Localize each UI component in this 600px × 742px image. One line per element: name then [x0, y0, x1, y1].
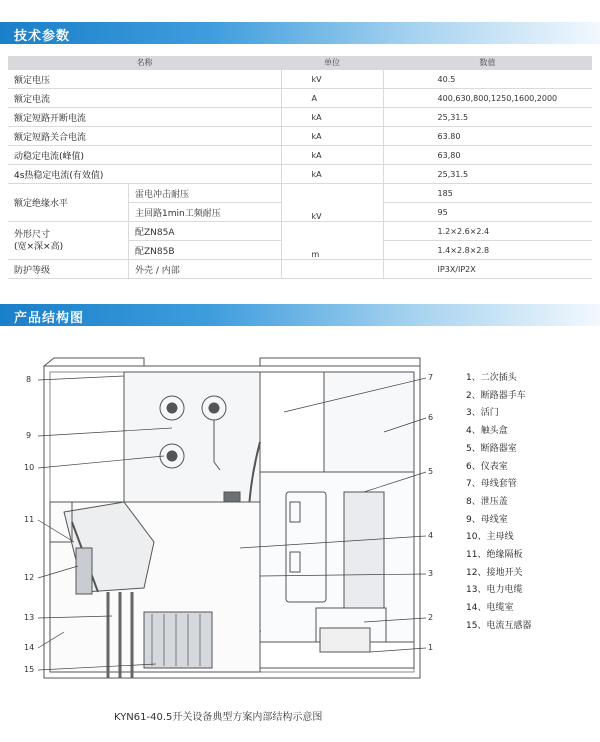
table-row [8, 165, 592, 184]
row-value: 25,31.5 [383, 165, 592, 184]
row-unit: kA [281, 108, 383, 127]
table-header-row [8, 56, 592, 70]
legend-item: 3、活门 [466, 408, 499, 419]
callout-number: 4 [428, 531, 434, 540]
callout-number: 5 [428, 467, 434, 476]
row-value: 1.2×2.6×2.4 [383, 222, 592, 241]
callout-number: 7 [428, 373, 434, 382]
table-row [8, 127, 592, 146]
row-label: 4s热稳定电流(有效值) [8, 165, 281, 184]
legend-item: 12、接地开关 [466, 567, 523, 578]
row-value: 95 [383, 203, 592, 222]
secondary-plug [320, 628, 370, 652]
callout-number: 13 [24, 613, 35, 622]
table-row [8, 222, 592, 241]
section-header-structure [0, 304, 600, 326]
legend-item: 8、泄压盖 [466, 496, 508, 507]
legend-item: 9、母线室 [466, 514, 508, 525]
legend-item: 4、触头盒 [466, 426, 508, 437]
dimensions-label-line2: (宽×深×高) [14, 241, 64, 252]
legend-item: 1、二次插头 [466, 373, 517, 383]
row-unit: A [281, 89, 383, 108]
row-value: 25,31.5 [383, 108, 592, 127]
row-value: 185 [383, 184, 592, 203]
callout-number: 2 [428, 613, 434, 622]
row-sub-label: 配ZN85B [129, 241, 282, 260]
row-value: 1.4×2.8×2.8 [383, 241, 592, 260]
table-row [8, 89, 592, 108]
legend-item: 10、主母线 [466, 532, 514, 543]
callout-number: 11 [24, 515, 35, 524]
legend-item: 7、母线套管 [466, 479, 517, 490]
row-sub-label: 主回路1min工频耐压 [129, 203, 282, 222]
row-value: 63.80 [383, 127, 592, 146]
switchgear-structure-diagram [24, 352, 444, 708]
row-unit: kV [281, 184, 383, 222]
row-unit: kA [281, 165, 383, 184]
current-transformer [144, 612, 212, 668]
legend-item: 14、电缆室 [466, 603, 514, 614]
column-header-unit: 单位 [281, 56, 383, 70]
callout-number: 8 [26, 375, 32, 384]
diagram-legend [466, 370, 531, 636]
column-header-name: 名称 [8, 56, 281, 70]
callout-number: 12 [24, 573, 35, 582]
section-title: 技术参数 [14, 29, 71, 44]
row-value: 400,630,800,1250,1600,2000 [383, 89, 592, 108]
callout-number: 6 [428, 413, 434, 422]
row-unit: m [281, 222, 383, 260]
section-title: 产品结构图 [14, 311, 85, 326]
column-header-value: 数值 [383, 56, 592, 70]
breaker-vessel [344, 492, 384, 608]
row-value: 40.5 [383, 70, 592, 89]
table-row [8, 108, 592, 127]
table-row [8, 70, 592, 89]
row-label: 防护等级 [8, 260, 129, 279]
callout-number: 10 [24, 463, 35, 472]
row-unit [281, 260, 383, 279]
table-row [8, 260, 592, 279]
callout-number: 15 [24, 665, 35, 674]
row-value: IP3X/IP2X [383, 260, 592, 279]
table-row [8, 146, 592, 165]
section-header-tech-params [0, 22, 600, 44]
table-row [8, 184, 592, 203]
row-sub-label: 外壳 / 内部 [129, 260, 282, 279]
callout-number: 9 [26, 431, 32, 440]
tech-params-table [8, 56, 592, 279]
legend-item: 13、电力电缆 [466, 585, 523, 596]
legend-item: 2、断路器手车 [466, 390, 526, 401]
surge-arrester [76, 548, 92, 594]
callout-number: 14 [24, 643, 35, 652]
legend-item: 6、仪表室 [466, 461, 508, 472]
row-label: 动稳定电流(峰值) [8, 146, 281, 165]
row-value: 63,80 [383, 146, 592, 165]
legend-item: 5、断路器室 [466, 443, 517, 454]
breaker-room [260, 472, 414, 642]
instrument-room [324, 372, 414, 472]
row-label: 额定电流 [8, 89, 281, 108]
row-unit: kA [281, 146, 383, 165]
row-sub-label: 配ZN85A [129, 222, 282, 241]
row-unit: kA [281, 127, 383, 146]
callout-number: 3 [428, 569, 434, 578]
row-unit: kV [281, 70, 383, 89]
legend-item: 11、绝缘隔板 [466, 550, 523, 561]
row-sub-label: 雷电冲击耐压 [129, 184, 282, 203]
pressure-relief-cap [44, 358, 144, 366]
diagram-caption: KYN61-40.5开关设备典型方案内部结构示意图 [114, 712, 323, 723]
row-label-insulation: 额定绝缘水平 [8, 184, 129, 222]
busbar-room [124, 372, 260, 502]
row-label: 额定短路关合电流 [8, 127, 281, 146]
row-label: 额定电压 [8, 70, 281, 89]
callout-number: 1 [428, 643, 434, 652]
row-label-dimensions [8, 222, 129, 260]
row-label: 额定短路开断电流 [8, 108, 281, 127]
legend-item: 15、电流互感器 [466, 620, 532, 631]
dimensions-label-line1: 外形尺寸 [14, 229, 51, 240]
